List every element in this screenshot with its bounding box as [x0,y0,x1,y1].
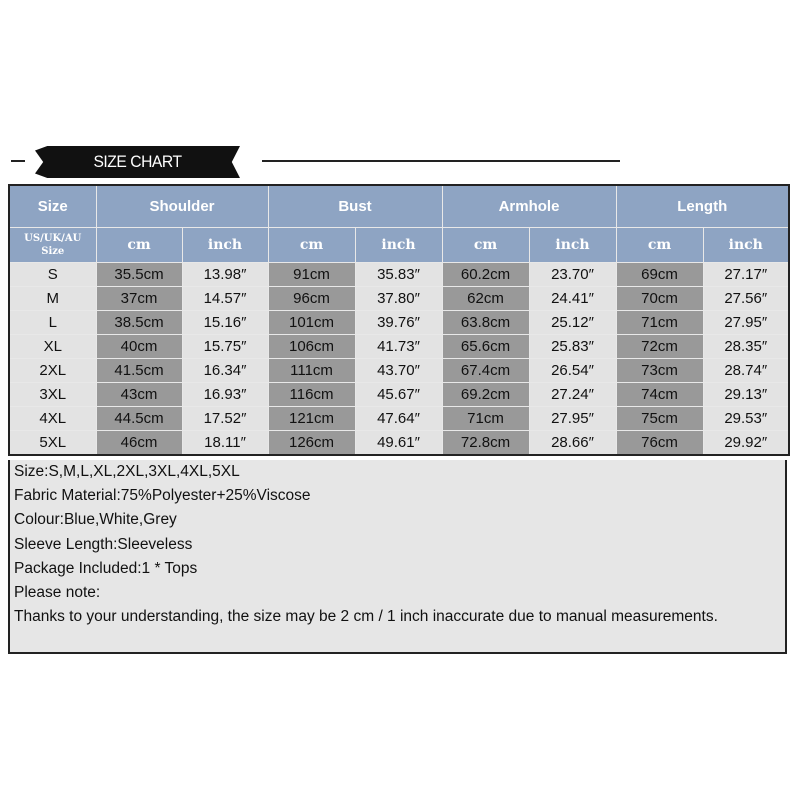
inch-cell: 47.64″ [355,407,442,431]
header-unit: inch [355,228,442,263]
info-size-line: Size:S,M,L,XL,2XL,3XL,4XL,5XL [14,463,240,480]
table-row [9,359,789,383]
inch-cell: 26.54″ [529,359,616,383]
table-row [9,335,789,359]
table-row [9,431,789,456]
cm-cell: 67.4cm [442,359,529,383]
inch-cell: 15.75″ [182,335,268,359]
banner-dash-left [11,160,25,162]
inch-cell: 28.66″ [529,431,616,456]
size-cell: 5XL [9,431,96,456]
cm-cell: 43cm [96,383,182,407]
size-cell: S [9,263,96,287]
cm-cell: 116cm [268,383,355,407]
cm-cell: 40cm [96,335,182,359]
size-cell: M [9,287,96,311]
info-sleeve-line: Sleeve Length:Sleeveless [14,536,193,553]
inch-cell: 27.95″ [703,311,789,335]
cm-cell: 75cm [616,407,703,431]
info-colour-line: Colour:Blue,White,Grey [14,511,177,528]
inch-cell: 13.98″ [182,263,268,287]
inch-cell: 24.41″ [529,287,616,311]
size-table-wrapper [8,184,790,460]
size-table [8,184,790,456]
inch-cell: 35.83″ [355,263,442,287]
cm-cell: 44.5cm [96,407,182,431]
cm-cell: 46cm [96,431,182,456]
unit-header-row [9,228,789,263]
size-cell: 3XL [9,383,96,407]
inch-cell: 14.57″ [182,287,268,311]
inch-cell: 27.56″ [703,287,789,311]
cm-cell: 70cm [616,287,703,311]
cm-cell: 73cm [616,359,703,383]
table-row [9,311,789,335]
inch-cell: 28.35″ [703,335,789,359]
inch-cell: 27.95″ [529,407,616,431]
header-armhole: Armhole [442,185,616,228]
size-cell: XL [9,335,96,359]
cm-cell: 72.8cm [442,431,529,456]
cm-cell: 72cm [616,335,703,359]
header-unit: cm [616,228,703,263]
cm-cell: 121cm [268,407,355,431]
size-chart-banner [0,144,800,180]
cm-cell: 91cm [268,263,355,287]
table-row [9,287,789,311]
cm-cell: 111cm [268,359,355,383]
cm-cell: 60.2cm [442,263,529,287]
cm-cell: 65.6cm [442,335,529,359]
inch-cell: 27.24″ [529,383,616,407]
inch-cell: 25.12″ [529,311,616,335]
info-note-heading: Please note: [14,584,101,601]
inch-cell: 29.53″ [703,407,789,431]
info-package-line: Package Included:1 * Tops [14,560,198,577]
size-cell: 4XL [9,407,96,431]
inch-cell: 25.83″ [529,335,616,359]
inch-cell: 23.70″ [529,263,616,287]
header-unit: inch [182,228,268,263]
info-fabric-line: Fabric Material:75%Polyester+25%Viscose [14,487,311,504]
cm-cell: 126cm [268,431,355,456]
cm-cell: 35.5cm [96,263,182,287]
cm-cell: 37cm [96,287,182,311]
banner-title: SIZE CHART [93,152,182,171]
header-unit: inch [529,228,616,263]
inch-cell: 18.11″ [182,431,268,456]
header-shoulder: Shoulder [96,185,268,228]
cm-cell: 74cm [616,383,703,407]
banner-rule [262,160,620,162]
info-note-text: Thanks to your understanding, the size may be 2 cm / 1 inch inaccurate due to manual measurements. [14,608,718,625]
cm-cell: 71cm [616,311,703,335]
cm-cell: 96cm [268,287,355,311]
cm-cell: 41.5cm [96,359,182,383]
cm-cell: 63.8cm [442,311,529,335]
header-length: Length [616,185,789,228]
inch-cell: 15.16″ [182,311,268,335]
inch-cell: 28.74″ [703,359,789,383]
table-row [9,407,789,431]
size-cell: L [9,311,96,335]
inch-cell: 41.73″ [355,335,442,359]
inch-cell: 16.34″ [182,359,268,383]
header-size-unit: US/UK/AU Size [9,228,96,263]
header-unit: cm [268,228,355,263]
inch-cell: 45.67″ [355,383,442,407]
header-unit: inch [703,228,789,263]
inch-cell: 37.80″ [355,287,442,311]
cm-cell: 101cm [268,311,355,335]
header-unit: cm [442,228,529,263]
cm-cell: 106cm [268,335,355,359]
table-row [9,263,789,287]
size-cell: 2XL [9,359,96,383]
inch-cell: 39.76″ [355,311,442,335]
cm-cell: 38.5cm [96,311,182,335]
cm-cell: 62cm [442,287,529,311]
inch-cell: 17.52″ [182,407,268,431]
inch-cell: 43.70″ [355,359,442,383]
cm-cell: 71cm [442,407,529,431]
inch-cell: 27.17″ [703,263,789,287]
product-info-box [8,460,787,654]
header-bust: Bust [268,185,442,228]
table-row [9,383,789,407]
inch-cell: 49.61″ [355,431,442,456]
cm-cell: 76cm [616,431,703,456]
inch-cell: 29.92″ [703,431,789,456]
header-unit: cm [96,228,182,263]
cm-cell: 69.2cm [442,383,529,407]
group-header-row [9,185,789,228]
inch-cell: 16.93″ [182,383,268,407]
inch-cell: 29.13″ [703,383,789,407]
cm-cell: 69cm [616,263,703,287]
header-size: Size [9,185,96,228]
